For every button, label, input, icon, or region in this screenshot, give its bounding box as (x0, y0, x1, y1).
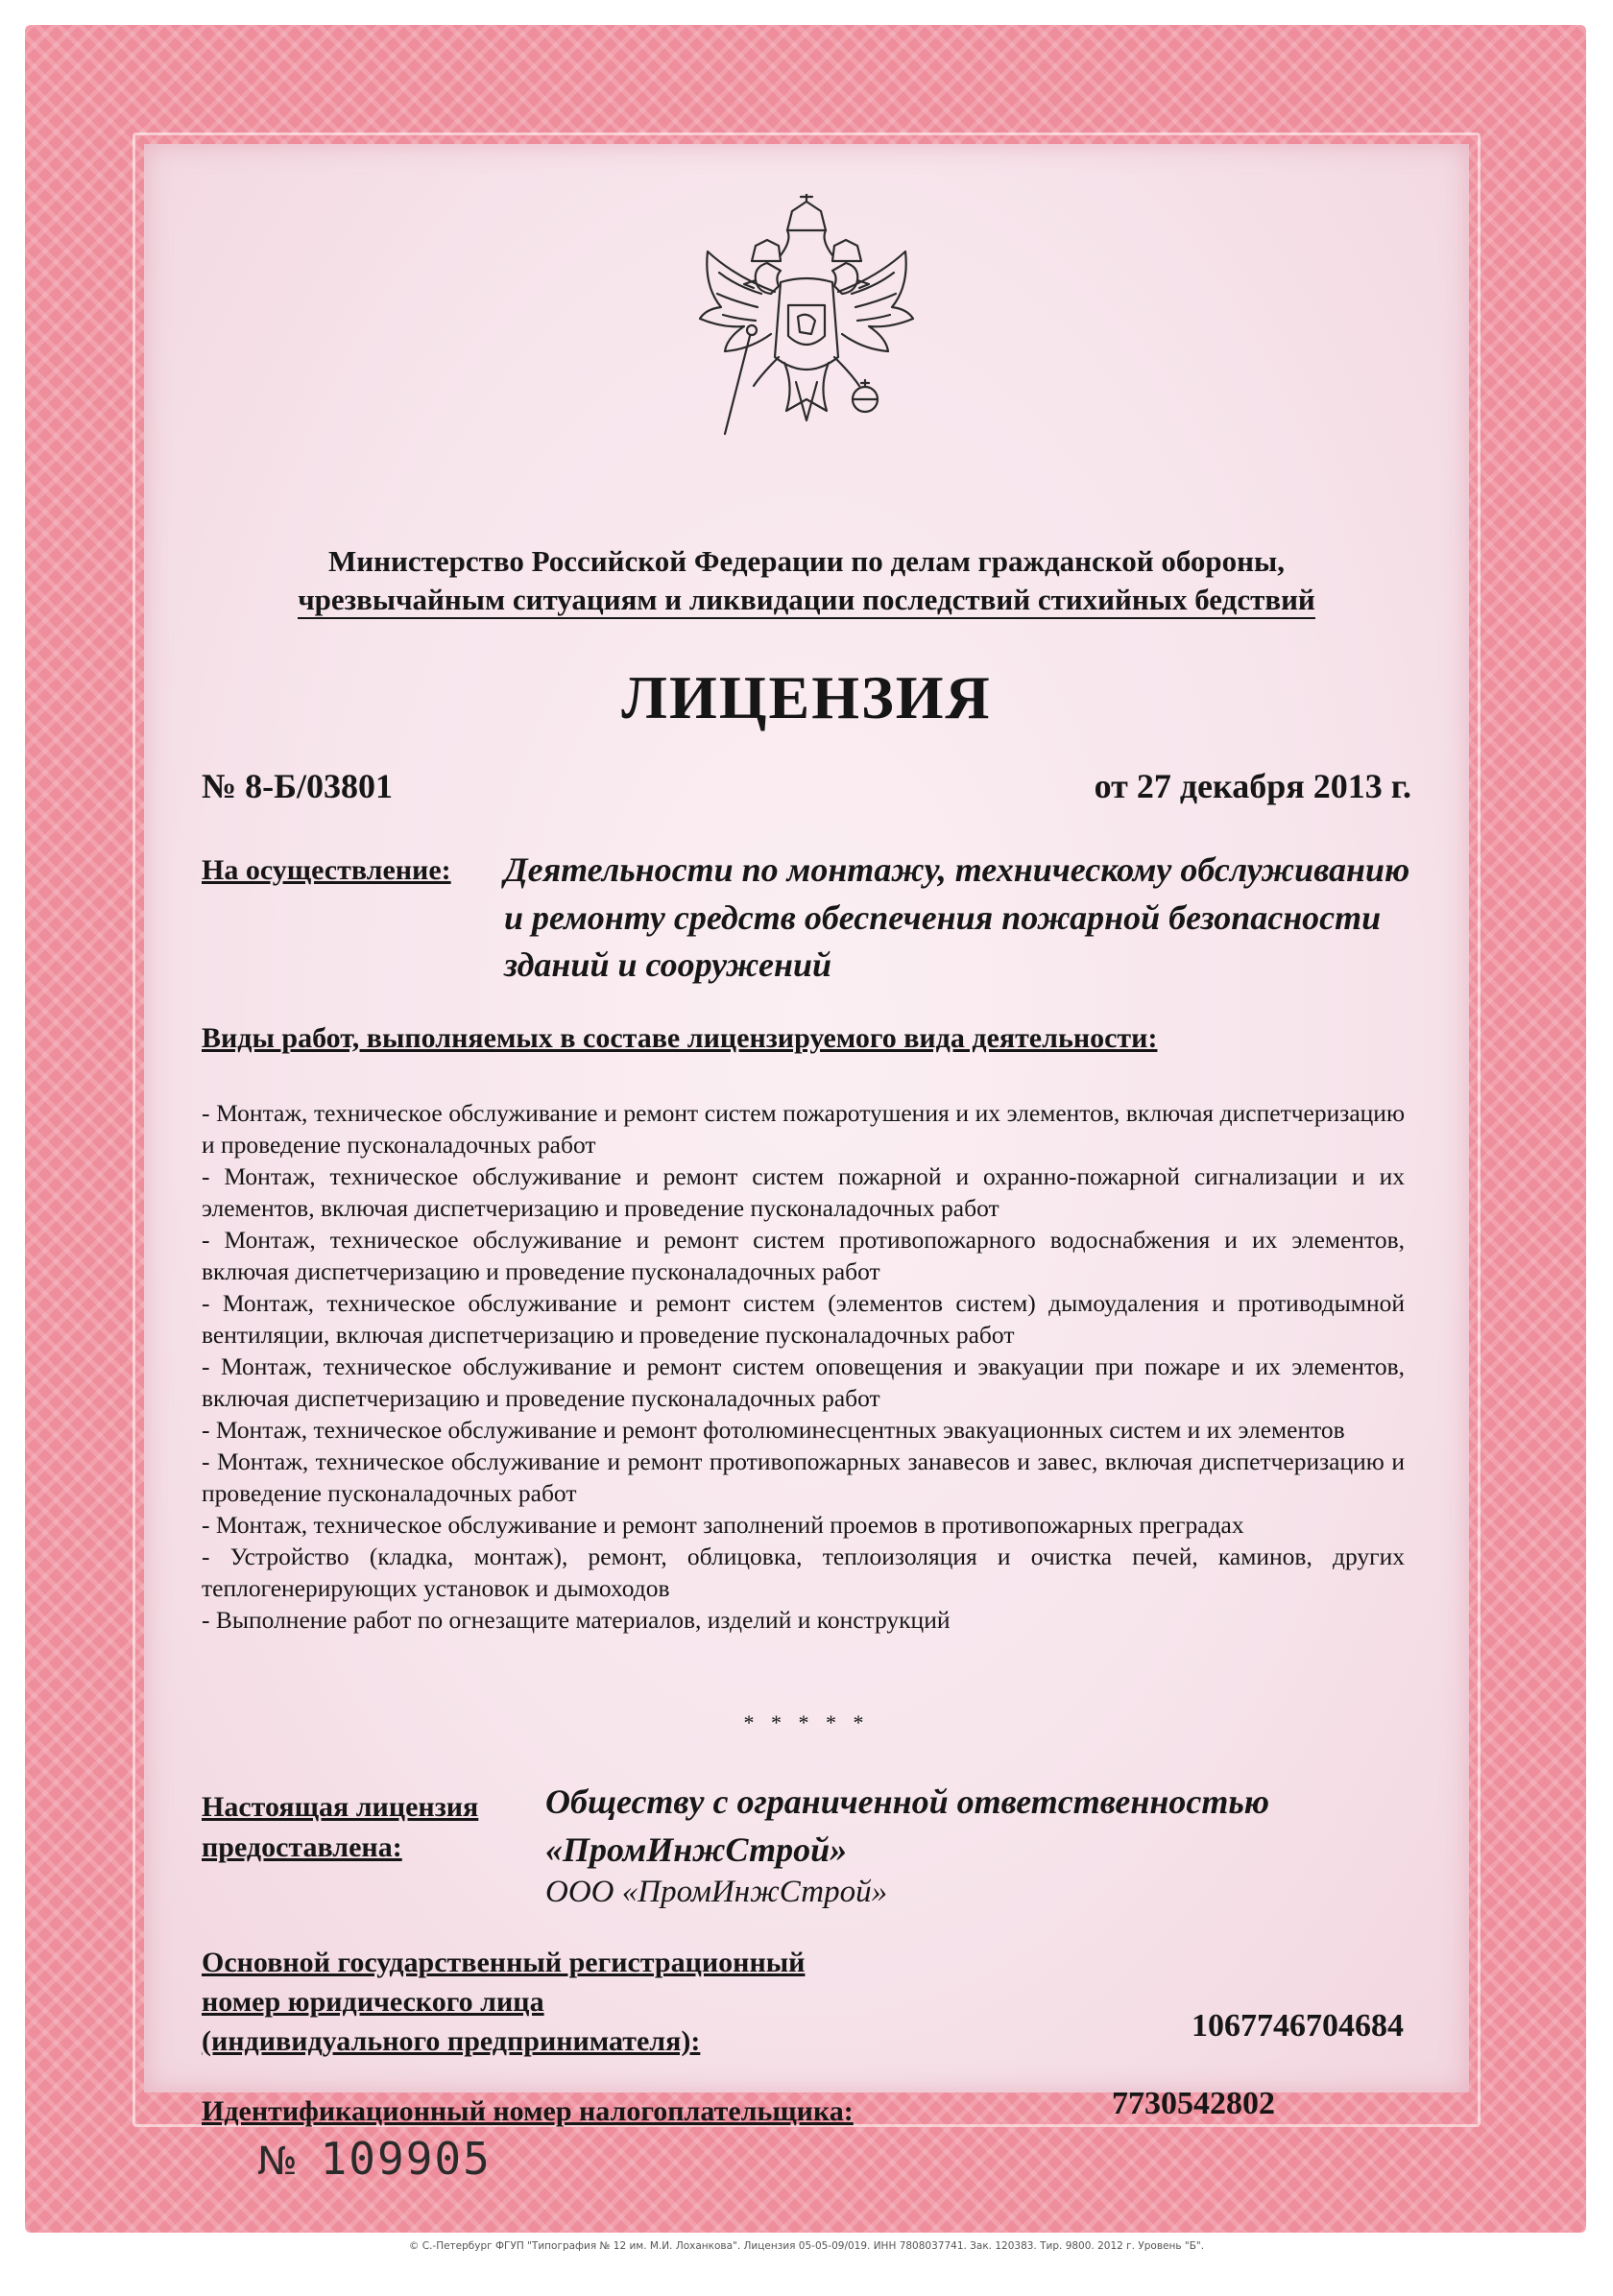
grantee-label-line-2: предоставлена: (202, 1831, 402, 1863)
grantee-label (202, 1787, 478, 1868)
work-item: - Монтаж, техническое обслуживание и ремонт фотолюминесцентных эвакуационных систем и их элементов (202, 1416, 1345, 1444)
grantee-name (545, 1779, 1390, 1874)
work-item: - Монтаж, техническое обслуживание и ремонт систем пожаротушения и их элементов, включая диспетчеризацию и проведение пусконаладочных работ (202, 1099, 1405, 1159)
work-item: - Выполнение работ по огнезащите материалов, изделий и конструкций (202, 1606, 951, 1634)
work-item: - Монтаж, техническое обслуживание и ремонт заполнений проемов в противопожарных преградах (202, 1511, 1244, 1539)
work-item: - Устройство (кладка, монтаж), ремонт, облицовка, теплоизоляция и очистка печей, каминов, других теплогенерирующих установок и дымоходов (202, 1543, 1405, 1602)
ogrn-value: 1067746704684 (1192, 2008, 1404, 2044)
inn-value: 7730542802 (1112, 2086, 1275, 2121)
serial-value: 109905 (320, 2133, 492, 2185)
ministry-header (144, 542, 1469, 620)
activity-value: Деятельности по монтажу, техническому обслуживанию и ремонту средств обеспечения пожарной безопасности зданий и сооружений (504, 850, 1410, 985)
document-title: ЛИЦЕНЗИЯ (621, 663, 992, 731)
work-item: - Монтаж, техническое обслуживание и ремонт систем противопожарного водоснабжения и их элементов, включая диспетчеризацию и проведение пусконаладочных работ (202, 1226, 1405, 1285)
grantee-label-line-1: Настоящая лицензия (202, 1791, 479, 1823)
works-heading: Виды работ, выполняемых в составе лицензируемого вида деятельности: (202, 1022, 1158, 1054)
serial-prefix: № (257, 2140, 300, 2184)
grantee-short-name: ООО «ПромИнжСтрой» (545, 1875, 888, 1909)
ogrn-label-line-3: (индивидуального предпринимателя): (202, 2024, 701, 2057)
license-number: № 8-Б/03801 (202, 767, 393, 805)
work-item: - Монтаж, техническое обслуживание и ремонт противопожарных занавесов и завес, включая диспетчеризацию и проведение пусконаладочных работ (202, 1447, 1405, 1507)
ministry-line-2: чрезвычайным ситуациям и ликвидации последствий стихийных бедствий (298, 583, 1315, 619)
work-item: - Монтаж, техническое обслуживание и ремонт систем оповещения и эвакуации при пожаре и их элементов, включая диспетчеризацию и проведение пусконаладочных работ (202, 1352, 1405, 1412)
document-body (144, 144, 1469, 2185)
works-list (202, 1097, 1405, 1636)
license-date: от 27 декабря 2013 г. (1094, 767, 1411, 805)
printer-imprint: © С.-Петербург ФГУП "Типография № 12 им. М.И. Лоханкова". Лицензия 05-05-09/019. ИНН 7808037741. Зак. 120383. Тир. 9800. 2012 г. Уровень "Б". (408, 2240, 1205, 2252)
work-item: - Монтаж, техническое обслуживание и ремонт систем (элементов систем) дымоудаления и противодымной вентиляции, включая диспетчеризацию и проведение пусконаладочных работ (202, 1289, 1405, 1349)
ogrn-label-line-1: Основной государственный регистрационный (202, 1947, 806, 1978)
ogrn-label (202, 1944, 805, 2061)
blank-serial-number (257, 2133, 492, 2185)
work-item: - Монтаж, техническое обслуживание и ремонт систем пожарной и охранно-пожарной сигнализации и их элементов, включая диспетчеризацию и проведение пусконаладочных работ (202, 1162, 1405, 1222)
grantee-name-line-2: «ПромИнжСтрой» (545, 1830, 848, 1869)
grantee-name-line-1: Обществу с ограниченной ответственностью (545, 1782, 1270, 1821)
ogrn-label-line-2: номер юридического лица (202, 1985, 544, 2018)
activity-label: На осуществление: (202, 854, 451, 886)
section-separator: * * * * * (743, 1710, 870, 1734)
double-headed-eagle-icon (667, 194, 946, 482)
inn-label: Идентификационный номер налогоплательщика: (202, 2095, 854, 2127)
ministry-line-1: Министерство Российской Федерации по делам гражданской обороны, (328, 544, 1285, 578)
